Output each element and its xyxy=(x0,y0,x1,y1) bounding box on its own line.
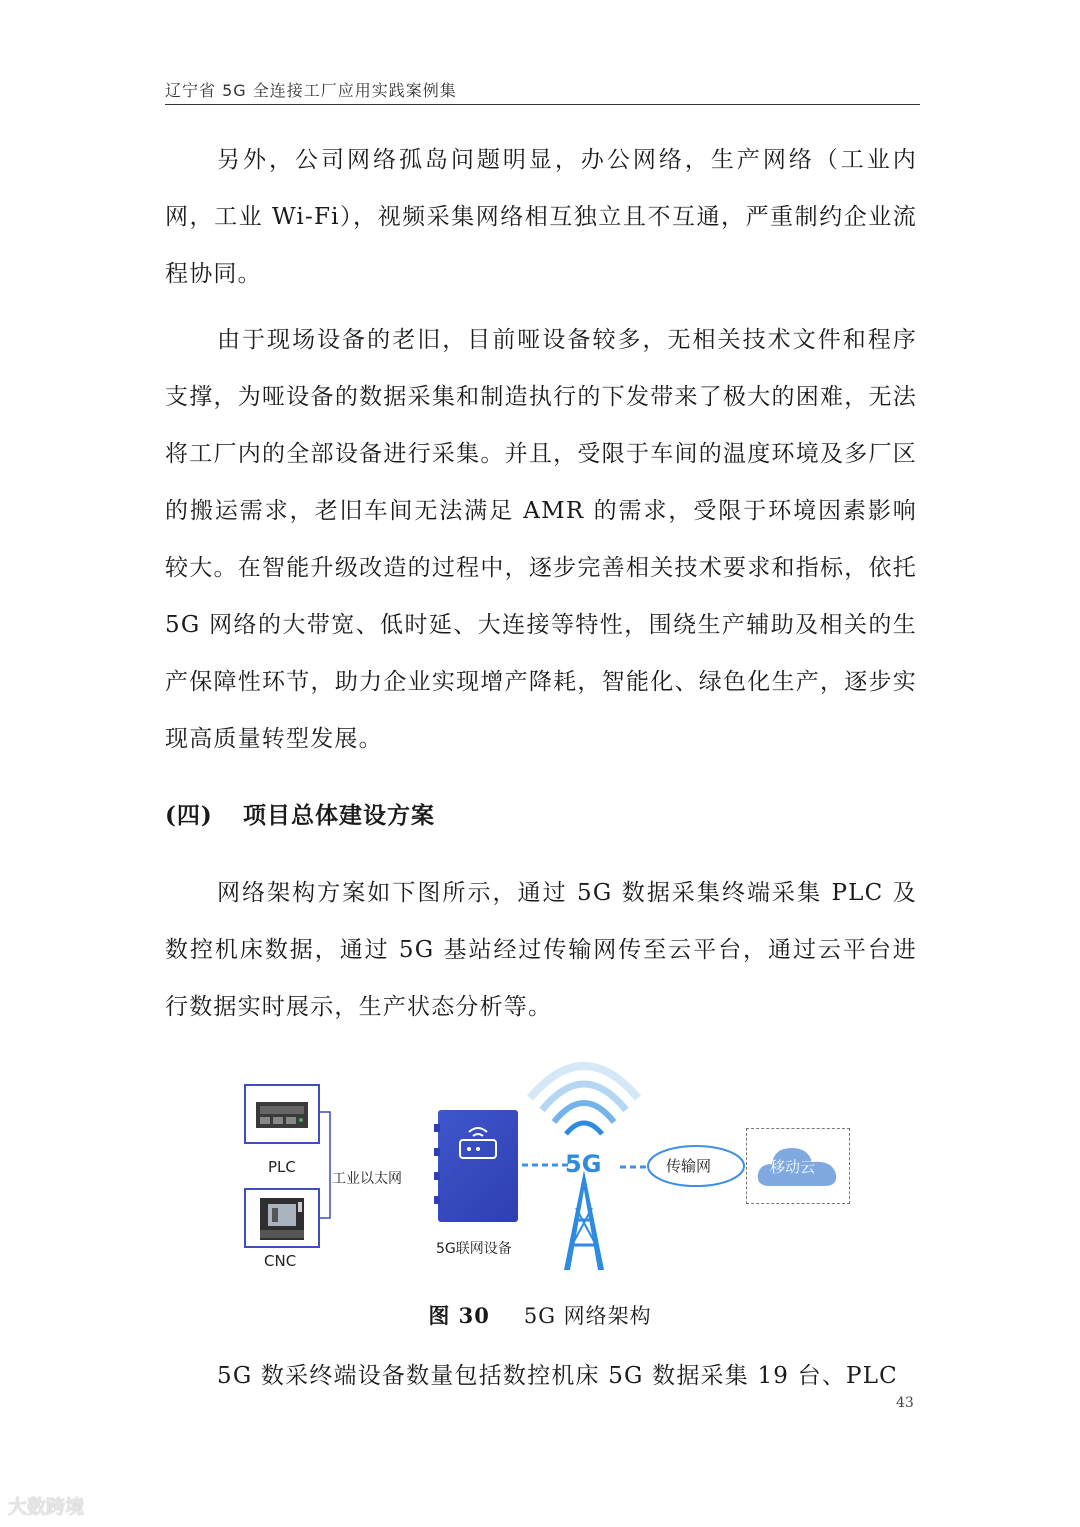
figure-title: 5G 网络架构 xyxy=(523,1304,652,1328)
network-architecture-diagram xyxy=(238,1040,858,1280)
section-heading xyxy=(165,793,435,838)
section-title: 项目总体建设方案 xyxy=(243,802,435,829)
figure-number: 图 30 xyxy=(428,1303,490,1328)
paragraph-legacy-equipment: 由于现场设备的老旧，目前哑设备较多，无相关技术文件和程序支撑，为哑设备的数据采集和制造执行的下发带来了极大的困难，无法将工厂内的全部设备进行采集。并且，受限于车间的温度环境及多厂区的搬运需求，老旧车间无法满足 AMR 的需求，受限于环境因素影响较大。在智能升级改造的过程中，逐步完善相关技术要求和指标，依托 5G 网络的大带宽、低时延、大连接等特性，围绕生产辅助及相关的生产保障性环节，助力企业实现增产降耗，智能化、绿色化生产，逐步实现高质量转型发展。 xyxy=(165,327,917,752)
transport-network-label: 传输网 xyxy=(666,1157,712,1175)
5g-router-device xyxy=(438,1110,518,1222)
paragraph-network-islands: 另外，公司网络孤岛问题明显，办公网络，生产网络（工业内网，工业 Wi-Fi），视频采集网络相互独立且不互通，严重制约企业流程协同。 xyxy=(165,147,917,287)
running-header xyxy=(165,78,920,105)
router-side-ports xyxy=(434,1118,440,1214)
page-number: 43 xyxy=(896,1395,914,1411)
cnc-device-image xyxy=(244,1188,320,1248)
cnc-label: CNC xyxy=(264,1252,297,1270)
ethernet-connector-lines xyxy=(318,1100,448,1230)
plc-label: PLC xyxy=(268,1158,296,1176)
section-number: (四) xyxy=(165,802,213,829)
watermark-text: 大数跨境 xyxy=(8,1496,85,1518)
cnc-machine-icon xyxy=(246,1190,318,1246)
5g-router-label: 5G联网设备 xyxy=(436,1241,512,1257)
5g-tower-label: 5G xyxy=(565,1150,602,1178)
mobile-cloud-label: 移动云 xyxy=(770,1158,816,1176)
figure-caption xyxy=(0,1300,1080,1330)
watermark xyxy=(8,1492,84,1519)
plc-icon xyxy=(246,1086,318,1142)
paragraph-network-architecture: 网络架构方案如下图所示，通过 5G 数据采集终端采集 PLC 及数控机床数据，通过 5G 基站经过传输网传至云平台，通过云平台进行数据实时展示，生产状态分析等。 xyxy=(165,880,917,1020)
paragraph-terminal-count: 5G 数采终端设备数量包括数控机床 5G 数据采集 19 台、PLC xyxy=(217,1363,898,1389)
plc-device-image xyxy=(244,1084,320,1144)
industrial-ethernet-label: 工业以太网 xyxy=(332,1171,402,1187)
header-title: 辽宁省 5G 全连接工厂应用实践案例集 xyxy=(165,81,457,100)
router-wifi-icon xyxy=(438,1110,518,1222)
